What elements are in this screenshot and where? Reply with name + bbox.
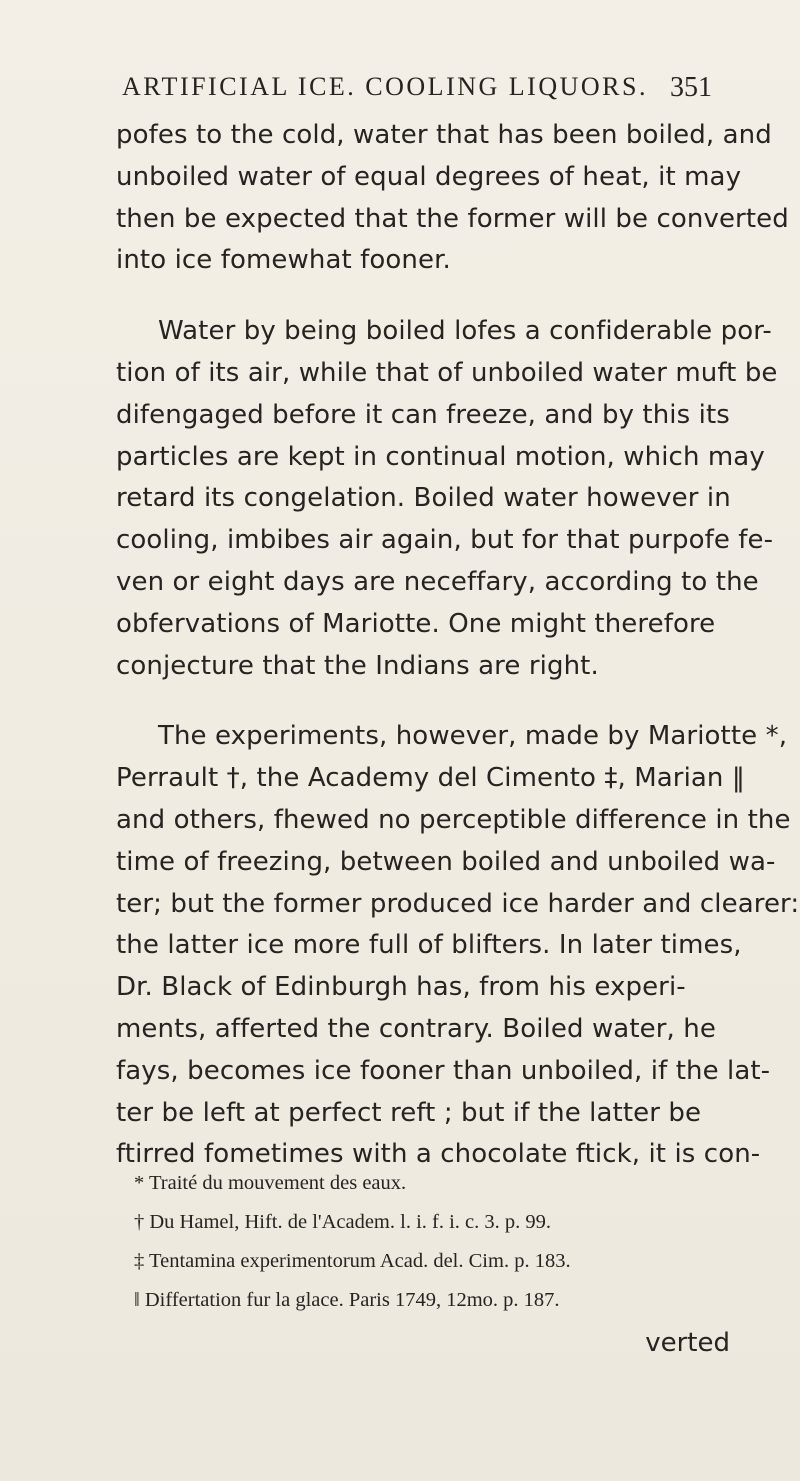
paragraph-3 xyxy=(116,716,800,1176)
footnote: ‡ Tentamina experimentorum Acad. del. Cim. p. 183. xyxy=(134,1250,571,1272)
text-line: ter; but the former produced ice harder and clearer: xyxy=(116,888,800,919)
text-line: Water by being boiled lofes a confiderable por- xyxy=(158,316,772,347)
text-line: time of freezing, between boiled and unboiled wa- xyxy=(116,846,776,877)
text-line: fays, becomes ice fooner than unboiled, if the lat- xyxy=(116,1055,771,1086)
page-header xyxy=(122,72,712,108)
text-line: then be expected that the former will be converted xyxy=(116,203,789,234)
footnote: † Du Hamel, Hift. de l'Academ. l. i. f. i. c. 3. p. 99. xyxy=(134,1211,552,1233)
text-line: difengaged before it can freeze, and by this its xyxy=(116,399,730,430)
text-line: retard its congelation. Boiled water however in xyxy=(116,483,731,514)
text-line: ter be left at perfect reft ; but if the latter be xyxy=(116,1097,702,1128)
page-number: 351 xyxy=(670,72,712,103)
footnote: ‖ Differtation fur la glace. Paris 1749, 12mo. p. 187. xyxy=(134,1289,560,1311)
text-line: ments, afferted the contrary. Boiled water, he xyxy=(116,1013,716,1044)
text-line: tion of its air, while that of unboiled water muft be xyxy=(116,357,778,388)
text-line: the latter ice more full of blifters. In later times, xyxy=(116,930,742,961)
text-line: ven or eight days are neceffary, according to the xyxy=(116,566,759,597)
footnote: * Traité du mouvement des eaux. xyxy=(134,1172,407,1194)
text-line: particles are kept in continual motion, which may xyxy=(116,441,765,472)
text-line: ftirred fometimes with a chocolate ftick, it is con- xyxy=(116,1139,761,1170)
running-title: ARTIFICIAL ICE. COOLING LIQUORS. xyxy=(122,72,648,101)
text-line: cooling, imbibes air again, but for that purpofe fe- xyxy=(116,525,774,556)
text-line: into ice fomewhat fooner. xyxy=(116,245,451,276)
text-line: conjecture that the Indians are right. xyxy=(116,650,599,681)
catchword: verted xyxy=(645,1328,730,1358)
text-line: Dr. Black of Edinburgh has, from his experi- xyxy=(116,972,686,1003)
text-line: pofes to the cold, water that has been boiled, and xyxy=(116,120,772,150)
text-line: obfervations of Mariotte. One might therefore xyxy=(116,608,716,639)
paragraph-1 xyxy=(116,115,789,282)
text-line: unboiled water of equal degrees of heat, it may xyxy=(116,161,742,192)
text-line: Perrault †, the Academy del Cimento ‡, Marian ‖ xyxy=(116,763,745,794)
body-text xyxy=(116,115,800,1176)
text-line: The experiments, however, made by Mariotte *, xyxy=(158,721,788,752)
footnotes xyxy=(134,1164,734,1320)
text-line: and others, fhewed no perceptible difference in the xyxy=(116,804,791,835)
paragraph-2 xyxy=(116,311,778,687)
